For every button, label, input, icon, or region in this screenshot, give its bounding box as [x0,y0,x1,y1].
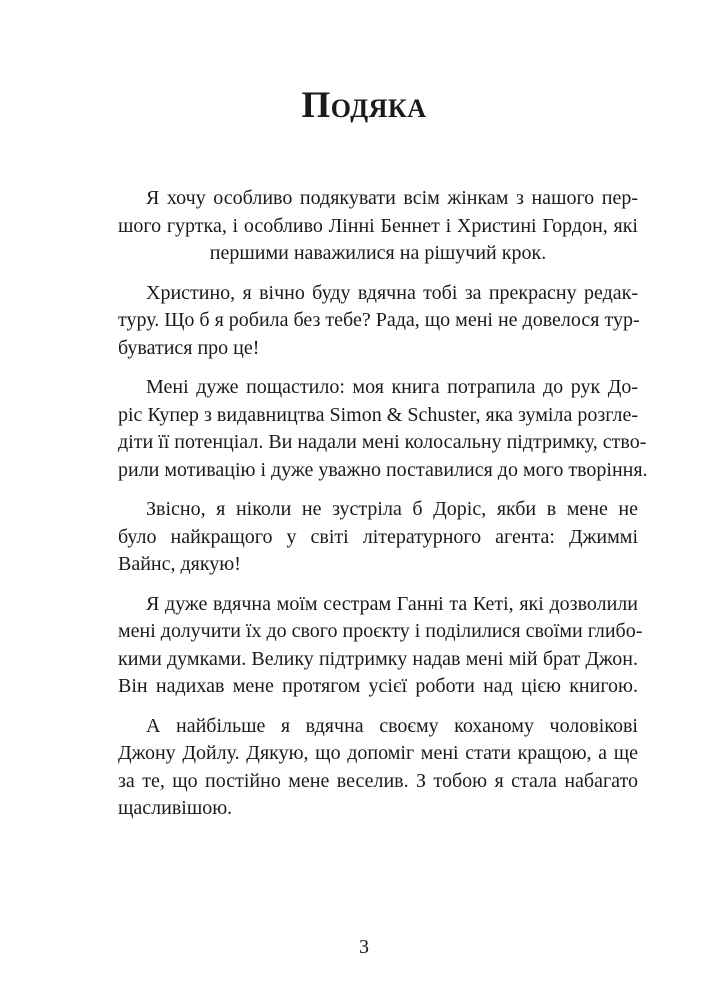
paragraph-3 [118,374,648,484]
paragraph-line: за те, що постійно мене веселив. З тобою я стала набагато [118,769,638,792]
paragraph-line: Він надихав мене протягом усієї роботи над цією книгою. [118,675,638,697]
acknowledgements-body [118,185,648,835]
paragraph-line: А найбільше я вдячна своєму коханому чоловікові [146,714,638,737]
paragraph-line: рили мотивацію і дуже уважно поставилися до мого творіння. [118,458,648,481]
paragraph-line: було найкращого у світі літературного агента: Джиммі [118,525,638,548]
paragraph-line: Звісно, я ніколи не зустріла б Доріс, якби в мене не [146,498,638,520]
paragraph-line: щасливішою. [118,797,233,819]
paragraph-6 [118,713,638,823]
paragraph-line: Я хочу особливо подякувати всім жінкам з нашого пер- [146,187,638,209]
paragraph-line: Мені дуже пощастило: моя книга потрапила до рук До- [146,376,638,398]
paragraph-4 [118,496,638,579]
paragraph-line: шого гуртка, і особливо Лінні Беннет і Христині Гордон, які [118,214,638,237]
paragraph-line: ріс Купер з видавництва Simon & Schuster, яка зуміла розгле- [118,403,638,426]
paragraph-2 [118,280,638,363]
paragraph-1 [118,185,638,268]
page-number: 3 [359,936,369,958]
paragraph-line: Христино, я вічно буду вдячна тобі за прекрасну редак- [146,281,638,304]
paragraph-line: першими наважилися на рішучий крок. [209,242,547,264]
paragraph-line: Я дуже вдячна моїм сестрам Ганні та Кеті, які дозволили [146,592,638,615]
paragraph-line: туру. Що б я робила без тебе? Рада, що мені не довелося тур- [118,309,640,331]
paragraph-line: кими думками. Велику підтримку надав мені мій брат Джон. [118,647,638,670]
paragraph-line: діти її потенціал. Ви надали мені колосальну підтримку, ство- [118,431,647,453]
paragraph-line: буватися про це! [118,336,260,359]
paragraph-line: Вайнс, дякую! [118,553,241,575]
paragraph-5 [118,591,643,701]
page-title: Подяка [301,85,427,126]
paragraph-line: мені долучити їх до свого проєкту і поділилися своїми глибо- [118,620,643,642]
paragraph-line: Джону Дойлу. Дякую, що допоміг мені стати кращою, а ще [118,742,638,764]
